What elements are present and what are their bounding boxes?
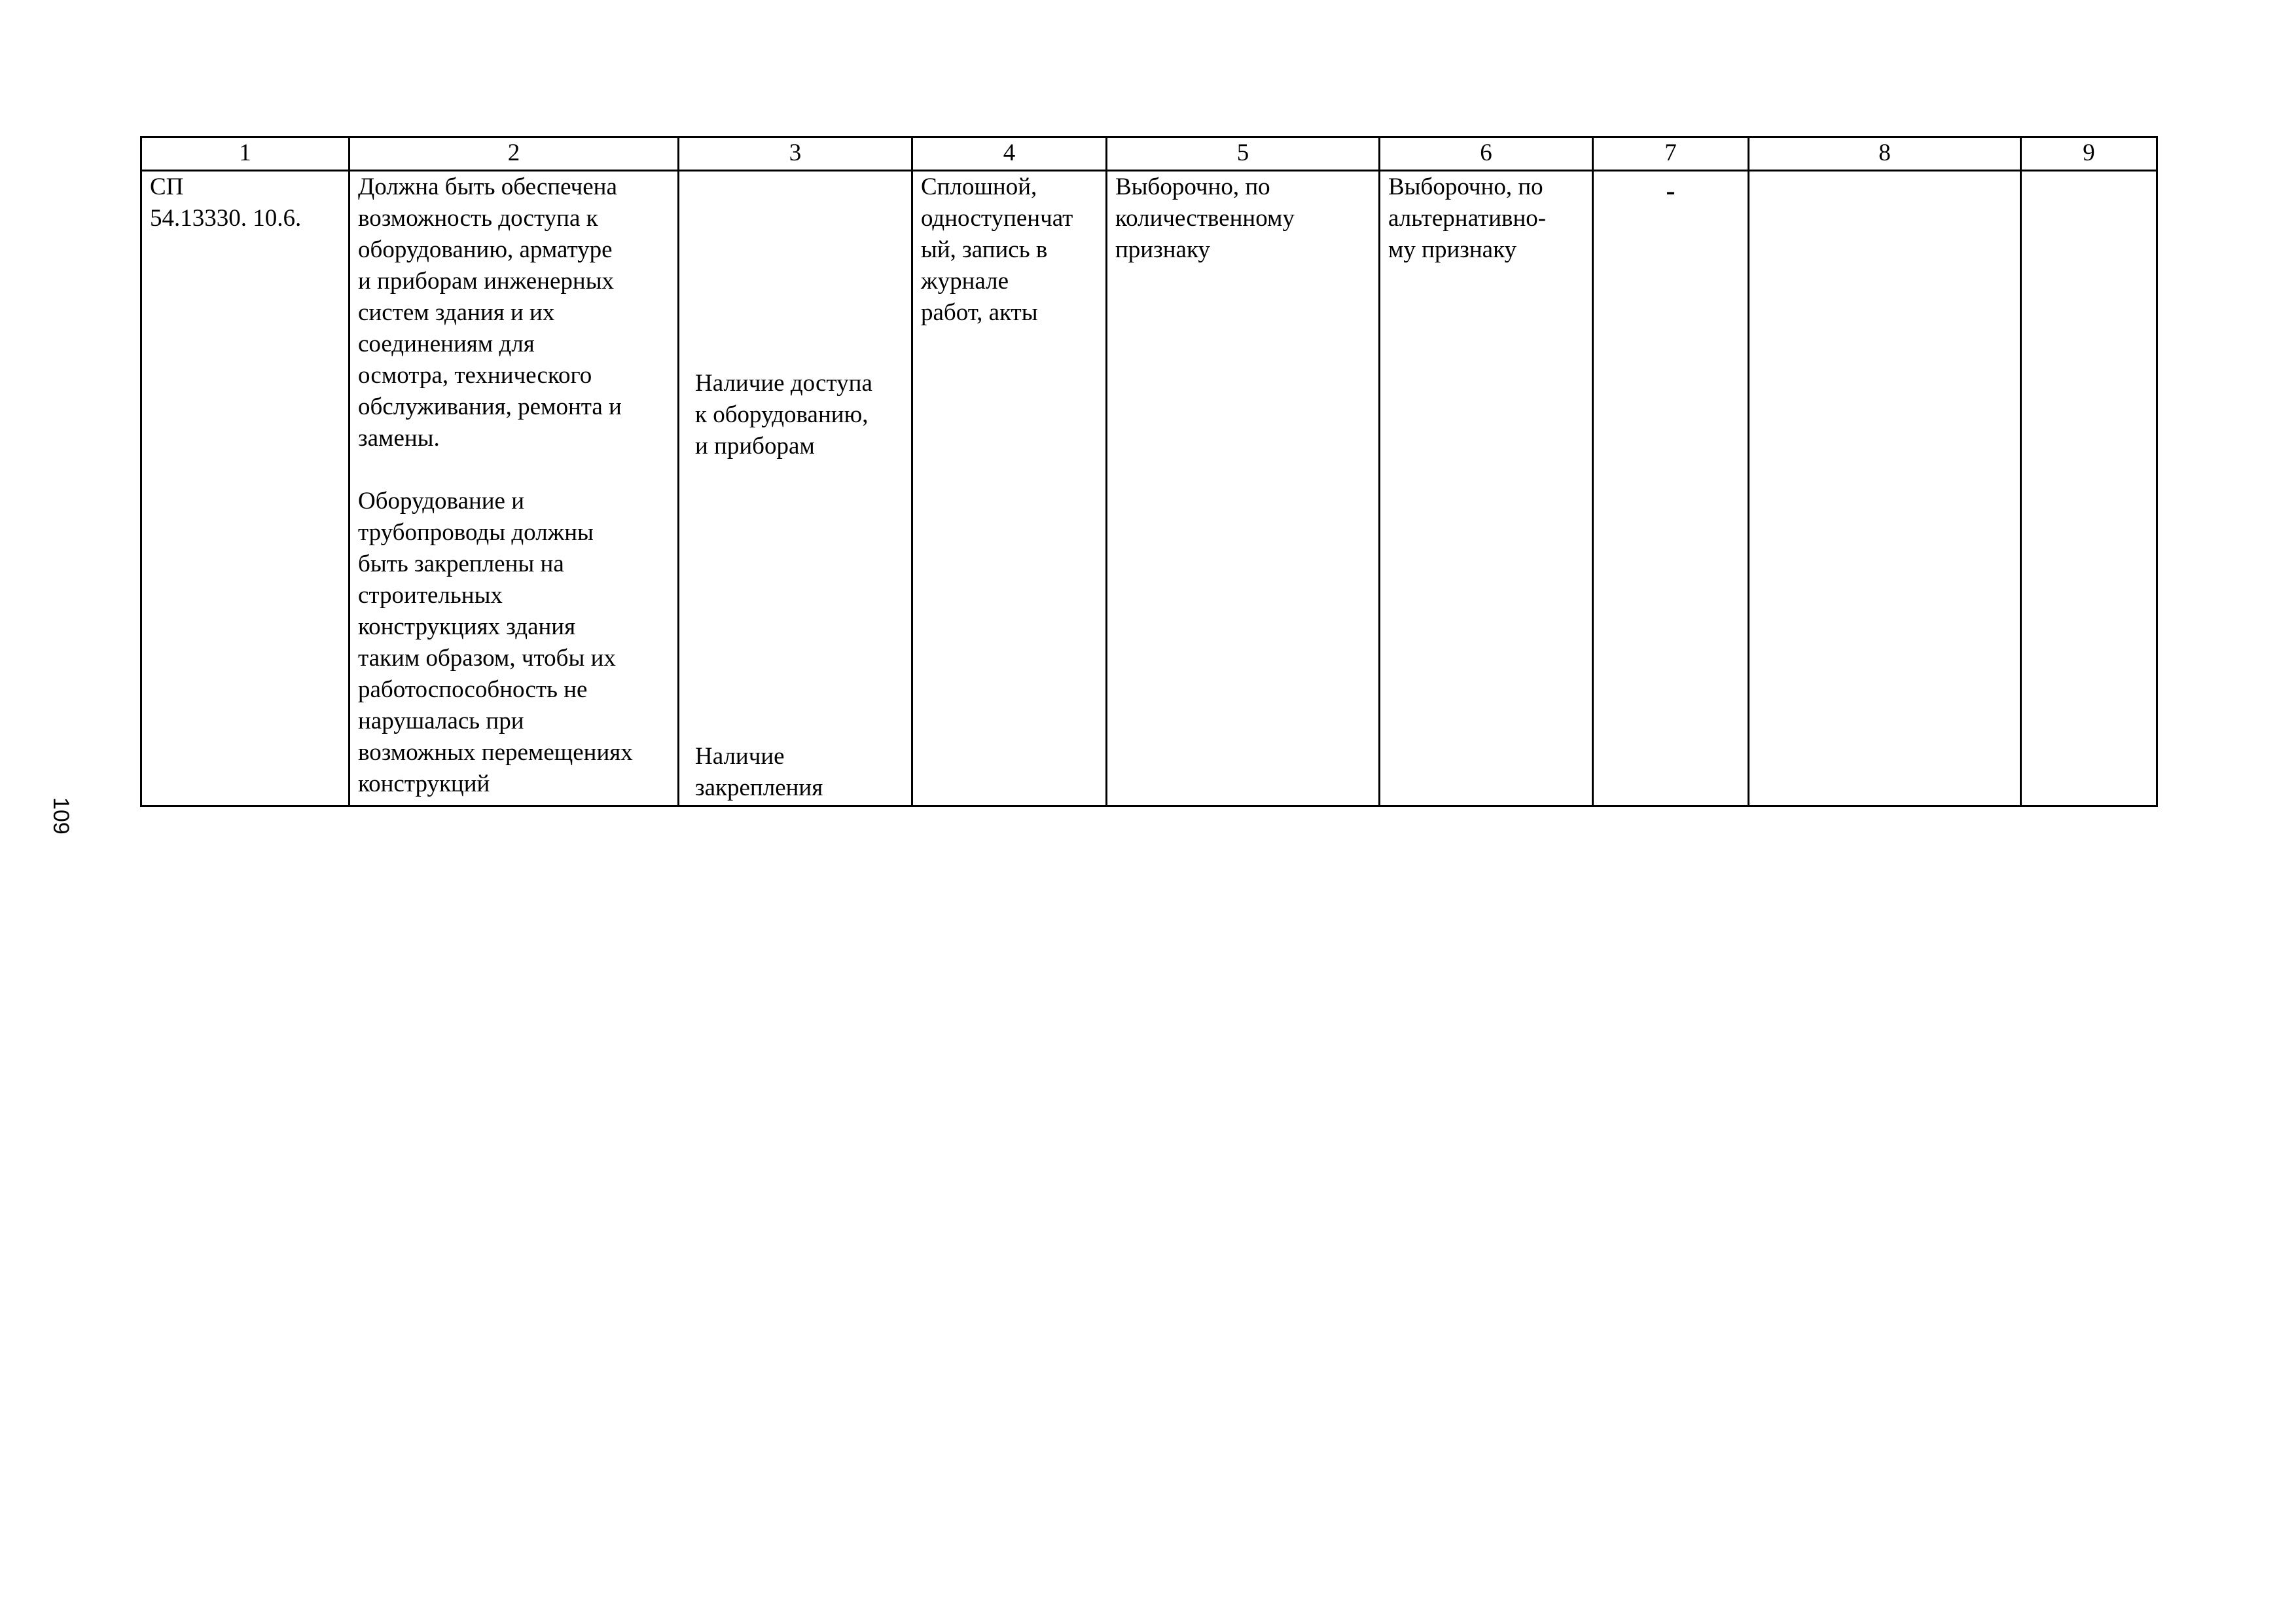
inspection-table xyxy=(140,136,2158,807)
header-cell-2: 2 xyxy=(350,137,679,171)
requirement-text-1: Должна быть обеспечена возможность доступа к оборудованию, арматуре и приборам инженерных систем здания и их соединениям для осмотра, технического обслуживания, ремонта и замены. xyxy=(358,173,622,452)
page-number: 109 xyxy=(48,797,73,835)
requirement-text-2: Оборудование и трубопроводы должны быть закреплены на строительных конструкциях здания таким образом, чтобы их работоспособность не нарушалась при возможных перемещениях конструкций xyxy=(358,488,633,797)
cell-control-method xyxy=(912,171,1107,806)
cell-sampling-alternative xyxy=(1380,171,1593,806)
header-cell-6: 6 xyxy=(1380,137,1593,171)
cell-col7 xyxy=(1593,171,1749,806)
cell-col8 xyxy=(1749,171,2021,806)
header-cell-3: 3 xyxy=(679,137,912,171)
header-cell-5: 5 xyxy=(1107,137,1380,171)
parameter-text-2: Наличие закрепления xyxy=(695,743,823,801)
norm-reference-text: СП 54.13330. 10.6. xyxy=(150,173,302,232)
header-cell-9: 9 xyxy=(2021,137,2157,171)
header-cell-8: 8 xyxy=(1749,137,2021,171)
cell-norm-reference xyxy=(141,171,350,806)
cell-col9 xyxy=(2021,171,2157,806)
control-method-text: Сплошной, одноступенчат ый, запись в журнале работ, акты xyxy=(921,173,1073,326)
header-cell-1: 1 xyxy=(141,137,350,171)
parameter-text-1: Наличие доступа к оборудованию, и приборам xyxy=(695,370,872,460)
cell-requirement xyxy=(350,171,679,806)
cell-controlled-parameter xyxy=(679,171,912,806)
dash-mark: - xyxy=(1666,176,1676,206)
sampling-quantity-text: Выборочно, по количественному признаку xyxy=(1115,173,1295,263)
sampling-alternative-text: Выборочно, по альтернативно- му признаку xyxy=(1388,173,1547,263)
table-row xyxy=(141,171,2157,806)
header-cell-4: 4 xyxy=(912,137,1107,171)
header-cell-7: 7 xyxy=(1593,137,1749,171)
cell-sampling-quantity xyxy=(1107,171,1380,806)
header-row xyxy=(141,137,2157,171)
